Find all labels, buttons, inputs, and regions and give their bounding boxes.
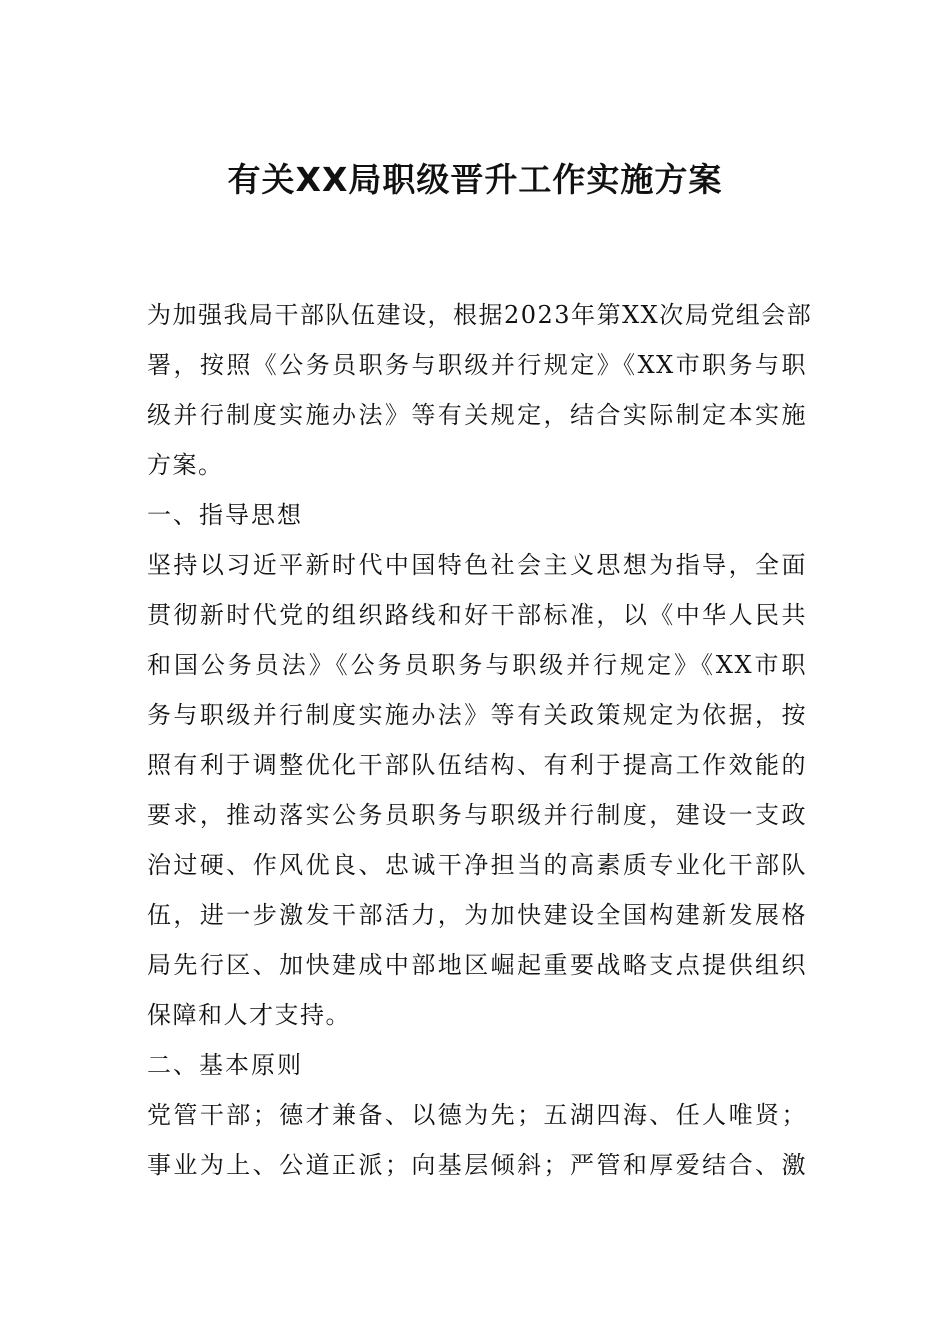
paragraph-line: 坚持以习近平新时代中国特色社会主义思想为指导，全面 <box>147 551 807 579</box>
paragraph-line: 署，按照《公务员职务与职级并行规定》《XX市职务与职 <box>147 351 807 379</box>
paragraph-line: 务与职级并行制度实施办法》等有关政策规定为依据，按 <box>147 701 807 729</box>
paragraph-line: 事业为上、公道正派；向基层倾斜；严管和厚爱结合、激 <box>147 1151 807 1179</box>
paragraph-line: 贯彻新时代党的组织路线和好干部标准，以《中华人民共 <box>147 601 807 629</box>
paragraph-line: 照有利于调整优化干部队伍结构、有利于提高工作效能的 <box>147 751 807 779</box>
document-body <box>147 290 813 1190</box>
document-title: 有关XX局职级晋升工作实施方案 <box>227 160 723 199</box>
paragraph-line: 方案。 <box>147 451 224 479</box>
paragraph-line: 为加强我局干部队伍建设，根据2023年第XX次局党组会部 <box>147 301 813 329</box>
paragraph-line: 党管干部；德才兼备、以德为先；五湖四海、任人唯贤； <box>147 1101 807 1129</box>
section-heading: 二、基本原则 <box>147 1051 303 1079</box>
paragraph-line: 保障和人才支持。 <box>147 1001 351 1029</box>
paragraph-line: 治过硬、作风优良、忠诚干净担当的高素质专业化干部队 <box>147 851 807 879</box>
paragraph-line: 级并行制度实施办法》等有关规定，结合实际制定本实施 <box>147 401 807 429</box>
paragraph-line: 要求，推动落实公务员职务与职级并行制度，建设一支政 <box>147 801 807 829</box>
paragraph-line: 和国公务员法》《公务员职务与职级并行规定》《XX市职 <box>147 651 807 679</box>
paragraph-line: 局先行区、加快建成中部地区崛起重要战略支点提供组织 <box>147 951 807 979</box>
section-heading: 一、指导思想 <box>147 501 303 529</box>
paragraph-line: 伍，进一步激发干部活力，为加快建设全国构建新发展格 <box>147 901 807 929</box>
